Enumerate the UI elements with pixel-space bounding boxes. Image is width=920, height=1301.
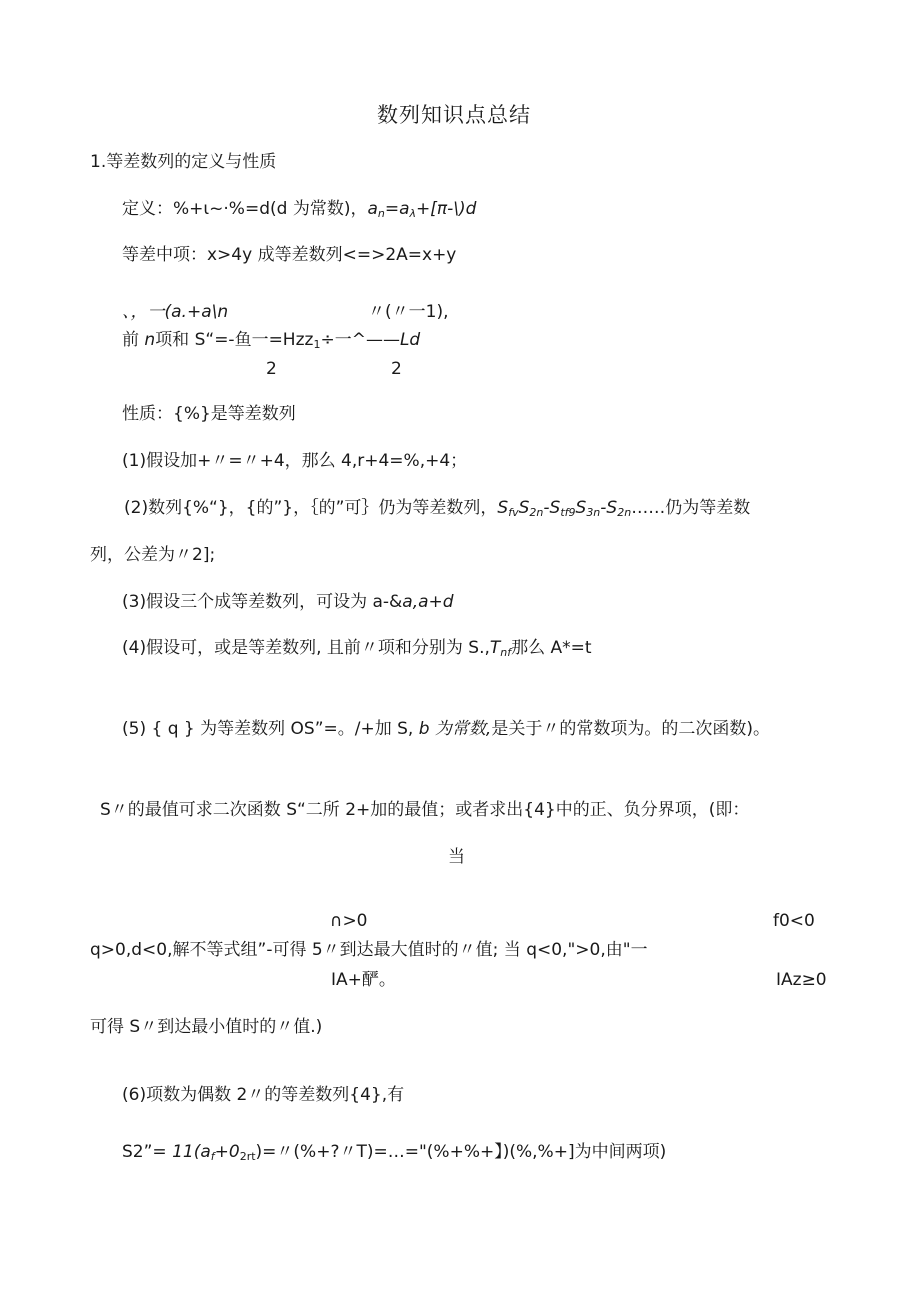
sum-formula-line: [122, 328, 420, 357]
property-4-t-sub: nf: [500, 646, 512, 659]
sum-text-b: ÷一^——: [320, 330, 400, 350]
property-5-text: (5) { q } 为等差数列 OS”=。/+加 S,: [122, 719, 414, 739]
sum-formula-top-right: 〃(〃一1),: [368, 302, 449, 322]
even-sum-sub-2rt: 2rt: [239, 1150, 256, 1163]
condition-bottom-left: IA+酽。: [331, 970, 396, 990]
even-sum-a: 11(a: [172, 1142, 211, 1162]
sum-sub: 1: [313, 338, 321, 351]
definition-formula-a: a: [367, 199, 378, 219]
property-5-tail: 是关于〃的常数项为。的二次函数)。: [491, 719, 770, 739]
sum-formula-top-left: 、，一(a.+a\n: [122, 302, 229, 322]
property-2-tail: ……仍为等差数: [631, 498, 751, 518]
definition-formula-b: =a: [384, 199, 410, 219]
definition-formula-c: +[π-\)d: [416, 199, 477, 219]
p2-s1: S: [497, 498, 509, 518]
condition-bottom-right: IAz≥0: [776, 970, 827, 990]
denominator-right: 2: [391, 359, 402, 379]
sum-ld: Ld: [399, 330, 421, 350]
p2-s3-sub: tf9: [560, 506, 576, 519]
section-heading: 1.等差数列的定义与性质: [90, 152, 277, 172]
property-2-text: (2)数列{%“}，{的”}，｛的”可｝仍为等差数列，: [124, 498, 498, 518]
property-6: (6)项数为偶数 2〃的等差数列{4},有: [122, 1085, 405, 1105]
p2-s4: S: [575, 498, 587, 518]
when-label: 当: [448, 847, 465, 867]
sum-prefix: 前: [122, 330, 139, 350]
property-5: [122, 717, 770, 741]
even-sum-b: +0: [214, 1142, 240, 1162]
definition-line: [122, 197, 476, 226]
property-4-tail: 那么 A*=t: [511, 638, 592, 658]
page-title: 数列知识点总结: [377, 103, 531, 127]
property-4-t: T: [489, 638, 501, 658]
property-2: [124, 496, 750, 525]
definition-text: 定义：%+ι~·%=d(d 为常数)，: [122, 199, 368, 219]
sum-n: n: [144, 330, 156, 350]
even-sum-s: S2”=: [122, 1142, 167, 1162]
even-sum-tail: )=〃(%+?〃T)=…="(%+%+】)(%,%+]为中间两项): [255, 1142, 667, 1162]
definition-sub-lambda: λ: [409, 207, 417, 220]
sum-text: 项和 S“=-鱼一=Hzz: [155, 330, 314, 350]
property-3-text: (3)假设三个成等差数列，可设为 a-&: [122, 592, 403, 612]
definition-sub-n: n: [377, 207, 385, 220]
p2-s3: -S: [543, 498, 561, 518]
condition-top-left: ∩>0: [330, 911, 368, 931]
property-5-italic: b 为常数,: [418, 719, 492, 739]
property-3: [122, 590, 454, 614]
property-4-text: (4)假设可，或是等差数列, 且前〃项和分别为 S.,: [122, 638, 490, 658]
even-sum-formula: [122, 1140, 666, 1169]
property-4: [122, 636, 592, 665]
property-1: (1)假设加+〃=〃+4，那么 4,r+4=%,+4；: [122, 451, 468, 471]
p2-s5-sub: 2n: [617, 506, 632, 519]
denominator-left: 2: [266, 359, 277, 379]
condition-top-right: f0<0: [773, 911, 815, 931]
p2-s5: -S: [600, 498, 618, 518]
extremum-line: S〃的最值可求二次函数 S“二所 2+加的最值；或者求出{4}中的正、负分界项，(即：: [100, 800, 750, 820]
p2-s4-sub: 3n: [586, 506, 601, 519]
middle-term-line: 等差中项：x>4y 成等差数列<=>2A=x+y: [122, 245, 457, 265]
p2-s2: S: [518, 498, 530, 518]
condition-main: q>0,d<0,解不等式组”-可得 5〃到达最大值时的〃值; 当 q<0,">0,由"一: [90, 940, 648, 960]
p2-s2-sub: 2n: [529, 506, 544, 519]
condition-conclusion: 可得 S〃到达最小值时的〃值.): [90, 1017, 323, 1037]
property-2-continuation: 列，公差为〃2];: [90, 545, 216, 565]
p2-s1-sub: fv: [508, 506, 519, 519]
property-intro: 性质：{%}是等差数列: [122, 404, 296, 424]
even-sum-sub-f: f: [210, 1150, 215, 1163]
property-3-formula: a,a+d: [402, 592, 454, 612]
